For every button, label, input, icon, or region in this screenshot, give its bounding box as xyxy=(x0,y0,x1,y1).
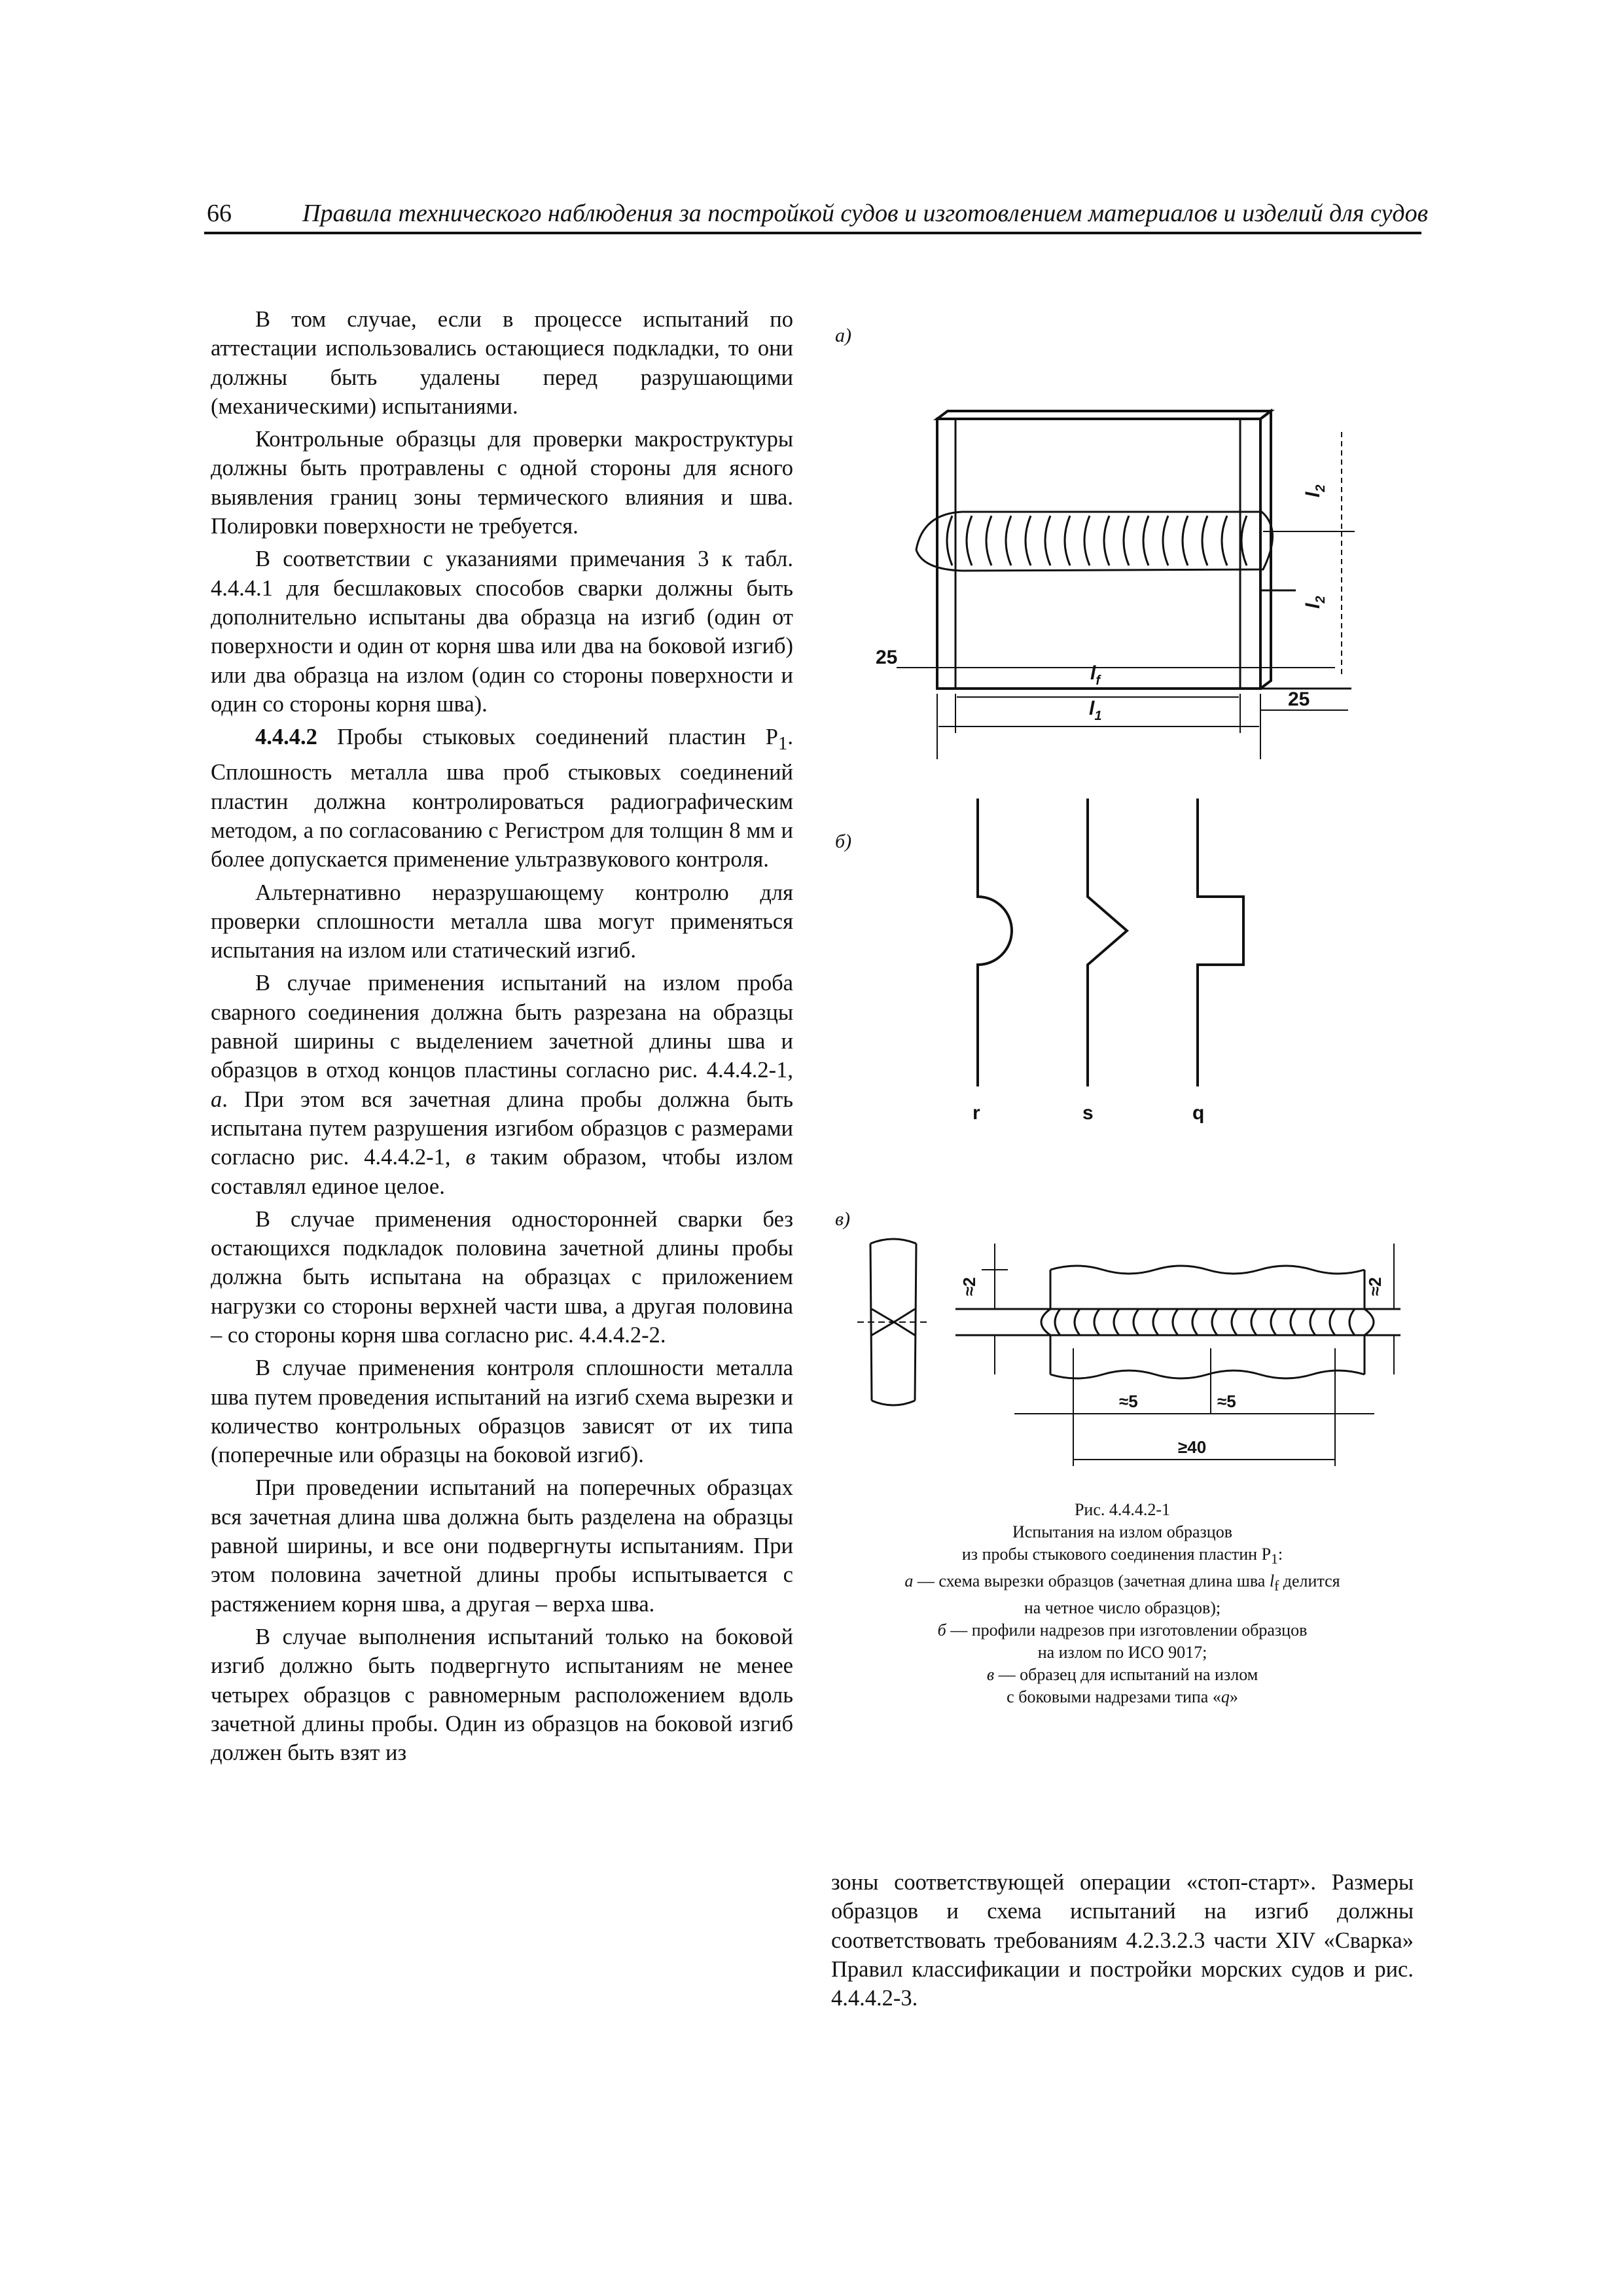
paragraph-text: . При этом вся зачетная длина пробы должна быть испытана путем разрушения изгибом образцов с размерами согласно рис. 4.4.4.2-1, xyxy=(211,1086,793,1170)
caption-line: а — схема вырезки образцов (зачетная длина шва $l_f$ делится xyxy=(904,1571,1340,1594)
running-title: Правила технического наблюдения за постройкой судов и изготовлением материалов и изделий для судов xyxy=(302,200,1429,227)
section-title: Пробы стыковых соединений пластин P xyxy=(317,725,778,750)
paragraph-4-4-4-2 xyxy=(211,723,793,874)
paragraph xyxy=(211,969,793,1200)
dim-approx2-right: ≈2 xyxy=(1365,1277,1385,1296)
paragraph-text: таким образом, чтобы излом составлял единое целое. xyxy=(211,1145,793,1199)
subscript: 1 xyxy=(778,733,788,755)
caption-line: на четное число образцов); xyxy=(1024,1598,1221,1618)
notch-profiles xyxy=(978,798,1243,1086)
paragraph: Альтернативно неразрушающему контролю для проверки сплошности металла шва могут применяться испытания на излом или статический изгиб. xyxy=(211,880,793,963)
dim-approx2-left: ≈2 xyxy=(959,1277,979,1296)
paragraph: В случае применения односторонней сварки без остающихся подкладок половина зачетной длины пробы должна быть испытана на образцах с приложением нагрузки со стороны верхней части шва, а другая половина – со стороны корня шва согласно рис. 4.4.4.2-2. xyxy=(211,1206,793,1348)
figure-drawing xyxy=(812,301,1440,1492)
section-number: 4.4.4.2 xyxy=(255,725,317,750)
caption-line: Испытания на излом образцов xyxy=(1012,1522,1232,1541)
dim-approx5-right: ≈5 xyxy=(1217,1391,1236,1411)
caption-line: б — профили надрезов при изготовлении образцов xyxy=(937,1621,1308,1640)
paragraph: В случае применения контроля сплошности металла шва путем проведения испытаний на изгиб схема вырезки и количество контрольных образцов зависят от их типа (поперечные или образцы на боковой изгиб). xyxy=(211,1355,793,1468)
dim-l2-lower: $l_2$ xyxy=(1302,596,1328,609)
paragraph-text: . Сплошность металла шва проб стыковых соединений пластин должна контролироваться радиографическим методом, а по согласованию с Регистром для толщин 8 мм и более допускается применение ультразвукового контроля. xyxy=(211,725,793,872)
dim-25-left: 25 xyxy=(876,647,898,668)
paragraph: В том случае, если в процессе испытаний по аттестации использовались остающиеся подкладки, то они должны быть удалены перед разрушающими (механическими) испытаниями. xyxy=(211,307,793,419)
caption-title: Рис. 4.4.4.2-1 xyxy=(1074,1500,1171,1519)
page-header xyxy=(204,196,1429,234)
weld-ripples xyxy=(947,516,1247,565)
left-column xyxy=(211,305,793,1767)
profile-q: q xyxy=(1192,1102,1205,1124)
label-c: в) xyxy=(835,1208,851,1230)
dim-25-right: 25 xyxy=(1288,689,1310,710)
figure-ref: а xyxy=(211,1086,223,1112)
dim-l2-upper: $l_2$ xyxy=(1302,484,1328,497)
label-b: б) xyxy=(835,831,852,852)
caption-line: с боковыми надрезами типа «q» xyxy=(1007,1687,1238,1707)
dim-lf: $l_f$ xyxy=(1090,662,1101,688)
caption-line: в — образец для испытаний на излом xyxy=(986,1665,1258,1685)
figure-caption xyxy=(831,1499,1414,1708)
right-column xyxy=(831,1868,1414,2013)
dim-l1: $l_1$ xyxy=(1089,698,1102,723)
caption-line: на излом по ИСО 9017; xyxy=(1037,1643,1207,1662)
dim-approx5-left: ≈5 xyxy=(1119,1391,1138,1411)
dim-ge40: ≥40 xyxy=(1178,1437,1207,1457)
plate-diagram xyxy=(897,411,1355,759)
paragraph: В случае выполнения испытаний только на боковой изгиб должно быть подвергнуто испытаниям не менее четырех образцов с равномерным расположением вдоль зачетной длины пробы. Один из образцов на боковой изгиб должен быть взят из xyxy=(211,1624,793,1766)
specimen-section xyxy=(857,1239,929,1405)
profile-s: s xyxy=(1082,1102,1094,1124)
paragraph-text: В случае применения испытаний на излом проба сварного соединения должна быть разрезана на образцы равной ширины с выделением зачетной длины шва и образцов в отход концов пластины согласно рис. 4.4.4.2-1, xyxy=(211,971,793,1083)
figure-ref: в xyxy=(465,1145,476,1170)
paragraph: При проведении испытаний на поперечных образцах вся зачетная длина шва должна быть разделена на образцы равной ширины, и все они подвергнуты испытаниям. При этом половина зачетной длины пробы испытывается с растяжением корня шва, а другая – верха шва. xyxy=(211,1475,793,1617)
paragraph: В соответствии с указаниями примечания 3 к табл. 4.4.4.1 для бесшлаковых способов сварки должны быть дополнительно испытаны два образца на изгиб (один от поверхности и один от корня шва или два на боковой изгиб) или два образца на излом (один со стороны поверхности и один со стороны корня шва). xyxy=(211,547,793,717)
paragraph: Контрольные образцы для проверки макроструктуры должны быть протравлены с одной стороны для ясного выявления границ зоны термического влияния и шва. Полировки поверхности не требуется. xyxy=(211,427,793,539)
profile-r: r xyxy=(972,1102,980,1124)
paragraph: зоны соответствующей операции «стоп-старт». Размеры образцов и схема испытаний на изгиб должны соответствовать требованиям 4.2.3.2.3 части XIV «Сварка» Правил классификации и постройки морских судов и рис. 4.4.4.2-3. xyxy=(831,1870,1414,2011)
caption-line: из пробы стыкового соединения пластин $P_1$: xyxy=(961,1545,1283,1568)
page-number: 66 xyxy=(207,200,232,227)
specimen-side xyxy=(955,1244,1400,1466)
label-a: а) xyxy=(835,325,851,346)
